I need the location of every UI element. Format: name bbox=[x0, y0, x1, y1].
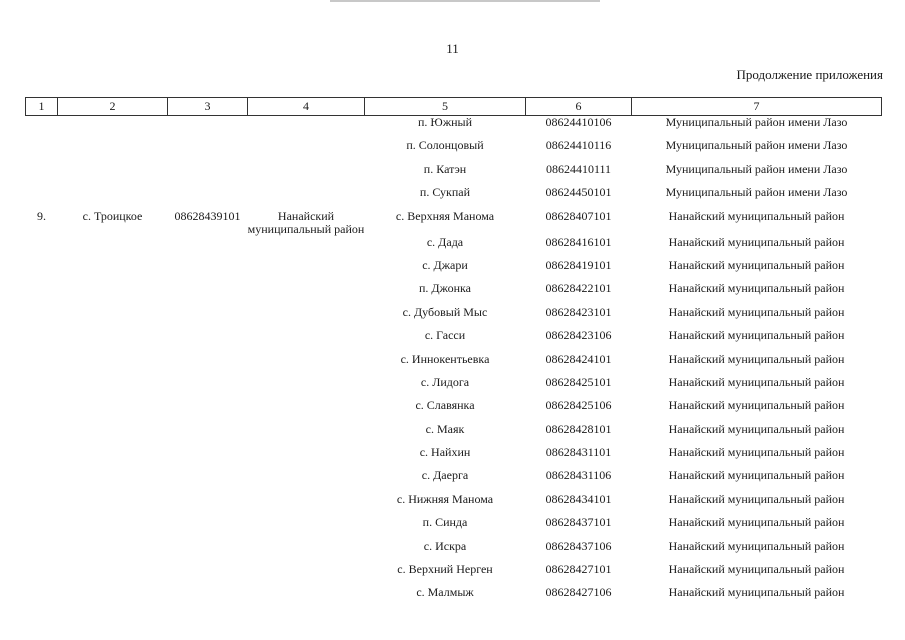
settlement-district: Нанайский муниципальный район bbox=[668, 491, 845, 506]
settlement-code: 08628431101 bbox=[545, 445, 612, 460]
settlement-name: с. Найхин bbox=[419, 445, 471, 460]
settlement-name: с. Верхний Нерген bbox=[397, 562, 493, 577]
settlement-code: 08628437106 bbox=[545, 538, 612, 553]
table-row bbox=[26, 139, 882, 162]
settlement-name: п. Солонцовый bbox=[406, 138, 484, 153]
table-row bbox=[26, 236, 882, 259]
settlement-name: с. Джари bbox=[422, 257, 468, 272]
column-header: 1 bbox=[26, 98, 58, 116]
group-district: Нанайский муниципальный район bbox=[247, 208, 365, 236]
settlement-district: Муниципальный район имени Лазо bbox=[665, 185, 848, 200]
settlement-district: Нанайский муниципальный район bbox=[668, 328, 845, 343]
settlement-name: п. Джонка bbox=[419, 281, 471, 296]
settlement-code: 08628428101 bbox=[545, 421, 612, 436]
settlement-district: Нанайский муниципальный район bbox=[668, 281, 845, 296]
table-row bbox=[26, 163, 882, 186]
settlement-code: 08628425106 bbox=[545, 398, 612, 413]
settlement-district: Нанайский муниципальный район bbox=[668, 421, 845, 436]
settlement-code: 08628422101 bbox=[545, 281, 612, 296]
settlement-name: с. Дубовый Мыс bbox=[402, 304, 488, 319]
settlement-name: с. Малмыж bbox=[416, 585, 474, 600]
settlement-code: 08628434101 bbox=[545, 491, 612, 506]
column-header: 4 bbox=[248, 98, 365, 116]
table-row bbox=[26, 516, 882, 539]
column-header: 3 bbox=[168, 98, 248, 116]
table-row bbox=[26, 259, 882, 282]
table-row bbox=[26, 586, 882, 609]
table-row bbox=[26, 210, 882, 236]
settlement-code: 08624410106 bbox=[545, 115, 612, 129]
settlement-code: 08624450101 bbox=[545, 185, 612, 200]
settlement-district: Нанайский муниципальный район bbox=[668, 351, 845, 366]
settlement-district: Нанайский муниципальный район bbox=[668, 468, 845, 483]
column-header: 5 bbox=[365, 98, 526, 116]
settlement-name: п. Сукпай bbox=[419, 185, 471, 200]
table-continuation-caption: Продолжение приложения bbox=[736, 67, 883, 82]
settlement-name: с. Иннокентьевка bbox=[400, 351, 490, 366]
settlement-district: Нанайский муниципальный район bbox=[668, 515, 845, 530]
settlement-district: Нанайский муниципальный район bbox=[668, 304, 845, 319]
table-row bbox=[26, 540, 882, 563]
scan-top-rule bbox=[330, 0, 600, 2]
table-row bbox=[26, 186, 882, 209]
settlement-code: 08628419101 bbox=[545, 257, 612, 272]
settlement-code: 08628425101 bbox=[545, 374, 612, 389]
table-row bbox=[26, 423, 882, 446]
table-row bbox=[26, 399, 882, 422]
settlement-district: Нанайский муниципальный район bbox=[668, 234, 845, 249]
column-header: 7 bbox=[632, 98, 882, 116]
settlement-code: 08628416101 bbox=[545, 234, 612, 249]
settlement-name: с. Славянка bbox=[415, 398, 475, 413]
settlement-name: п. Катэн bbox=[423, 161, 467, 176]
settlement-district: Нанайский муниципальный район bbox=[668, 208, 845, 223]
table-row bbox=[26, 282, 882, 305]
table-row bbox=[26, 376, 882, 399]
settlement-name: с. Искра bbox=[423, 538, 467, 553]
settlement-name: с. Гасси bbox=[424, 328, 466, 343]
page-number: 11 bbox=[446, 41, 459, 56]
settlement-district: Нанайский муниципальный район bbox=[668, 562, 845, 577]
settlement-code: 08628427106 bbox=[545, 585, 612, 600]
settlement-district: Нанайский муниципальный район bbox=[668, 398, 845, 413]
column-number-row bbox=[26, 98, 882, 116]
settlement-code: 08628424101 bbox=[545, 351, 612, 366]
settlement-name: с. Нижняя Манома bbox=[396, 491, 494, 506]
settlement-name: с. Маяк bbox=[425, 421, 465, 436]
table-row bbox=[26, 353, 882, 376]
group-number: 9. bbox=[37, 208, 46, 223]
column-header: 6 bbox=[526, 98, 632, 116]
settlement-district: Нанайский муниципальный район bbox=[668, 374, 845, 389]
table-row bbox=[26, 306, 882, 329]
table-row bbox=[26, 493, 882, 516]
settlement-district: Муниципальный район имени Лазо bbox=[665, 115, 848, 129]
settlement-name: с. Верхняя Манома bbox=[395, 208, 495, 223]
settlement-name: п. Синда bbox=[422, 515, 468, 530]
column-header: 2 bbox=[58, 98, 168, 116]
settlement-district: Нанайский муниципальный район bbox=[668, 585, 845, 600]
settlement-name: с. Дада bbox=[426, 234, 464, 249]
settlement-code: 08628437101 bbox=[545, 515, 612, 530]
settlement-district: Муниципальный район имени Лазо bbox=[665, 161, 848, 176]
group-oktmo-code: 08628439101 bbox=[174, 208, 241, 223]
table-row bbox=[26, 563, 882, 586]
settlement-code: 08624410116 bbox=[545, 138, 612, 153]
settlement-code: 08624410111 bbox=[545, 161, 612, 176]
settlement-name: п. Южный bbox=[417, 115, 473, 129]
settlement-code: 08628431106 bbox=[545, 468, 612, 483]
table-row bbox=[26, 116, 882, 140]
settlement-code: 08628407101 bbox=[545, 208, 612, 223]
settlement-code: 08628423106 bbox=[545, 328, 612, 343]
table-row bbox=[26, 446, 882, 469]
settlement-district: Нанайский муниципальный район bbox=[668, 538, 845, 553]
settlement-code: 08628427101 bbox=[545, 562, 612, 577]
settlement-name: с. Лидога bbox=[420, 374, 470, 389]
settlement-district: Нанайский муниципальный район bbox=[668, 257, 845, 272]
table-row bbox=[26, 329, 882, 352]
settlements-table bbox=[25, 97, 882, 610]
settlement-district: Нанайский муниципальный район bbox=[668, 445, 845, 460]
settlement-name: с. Даерга bbox=[421, 468, 469, 483]
settlement-code: 08628423101 bbox=[545, 304, 612, 319]
table-row bbox=[26, 469, 882, 492]
settlement-district: Муниципальный район имени Лазо bbox=[665, 138, 848, 153]
group-admin-center: с. Троицкое bbox=[82, 208, 143, 223]
